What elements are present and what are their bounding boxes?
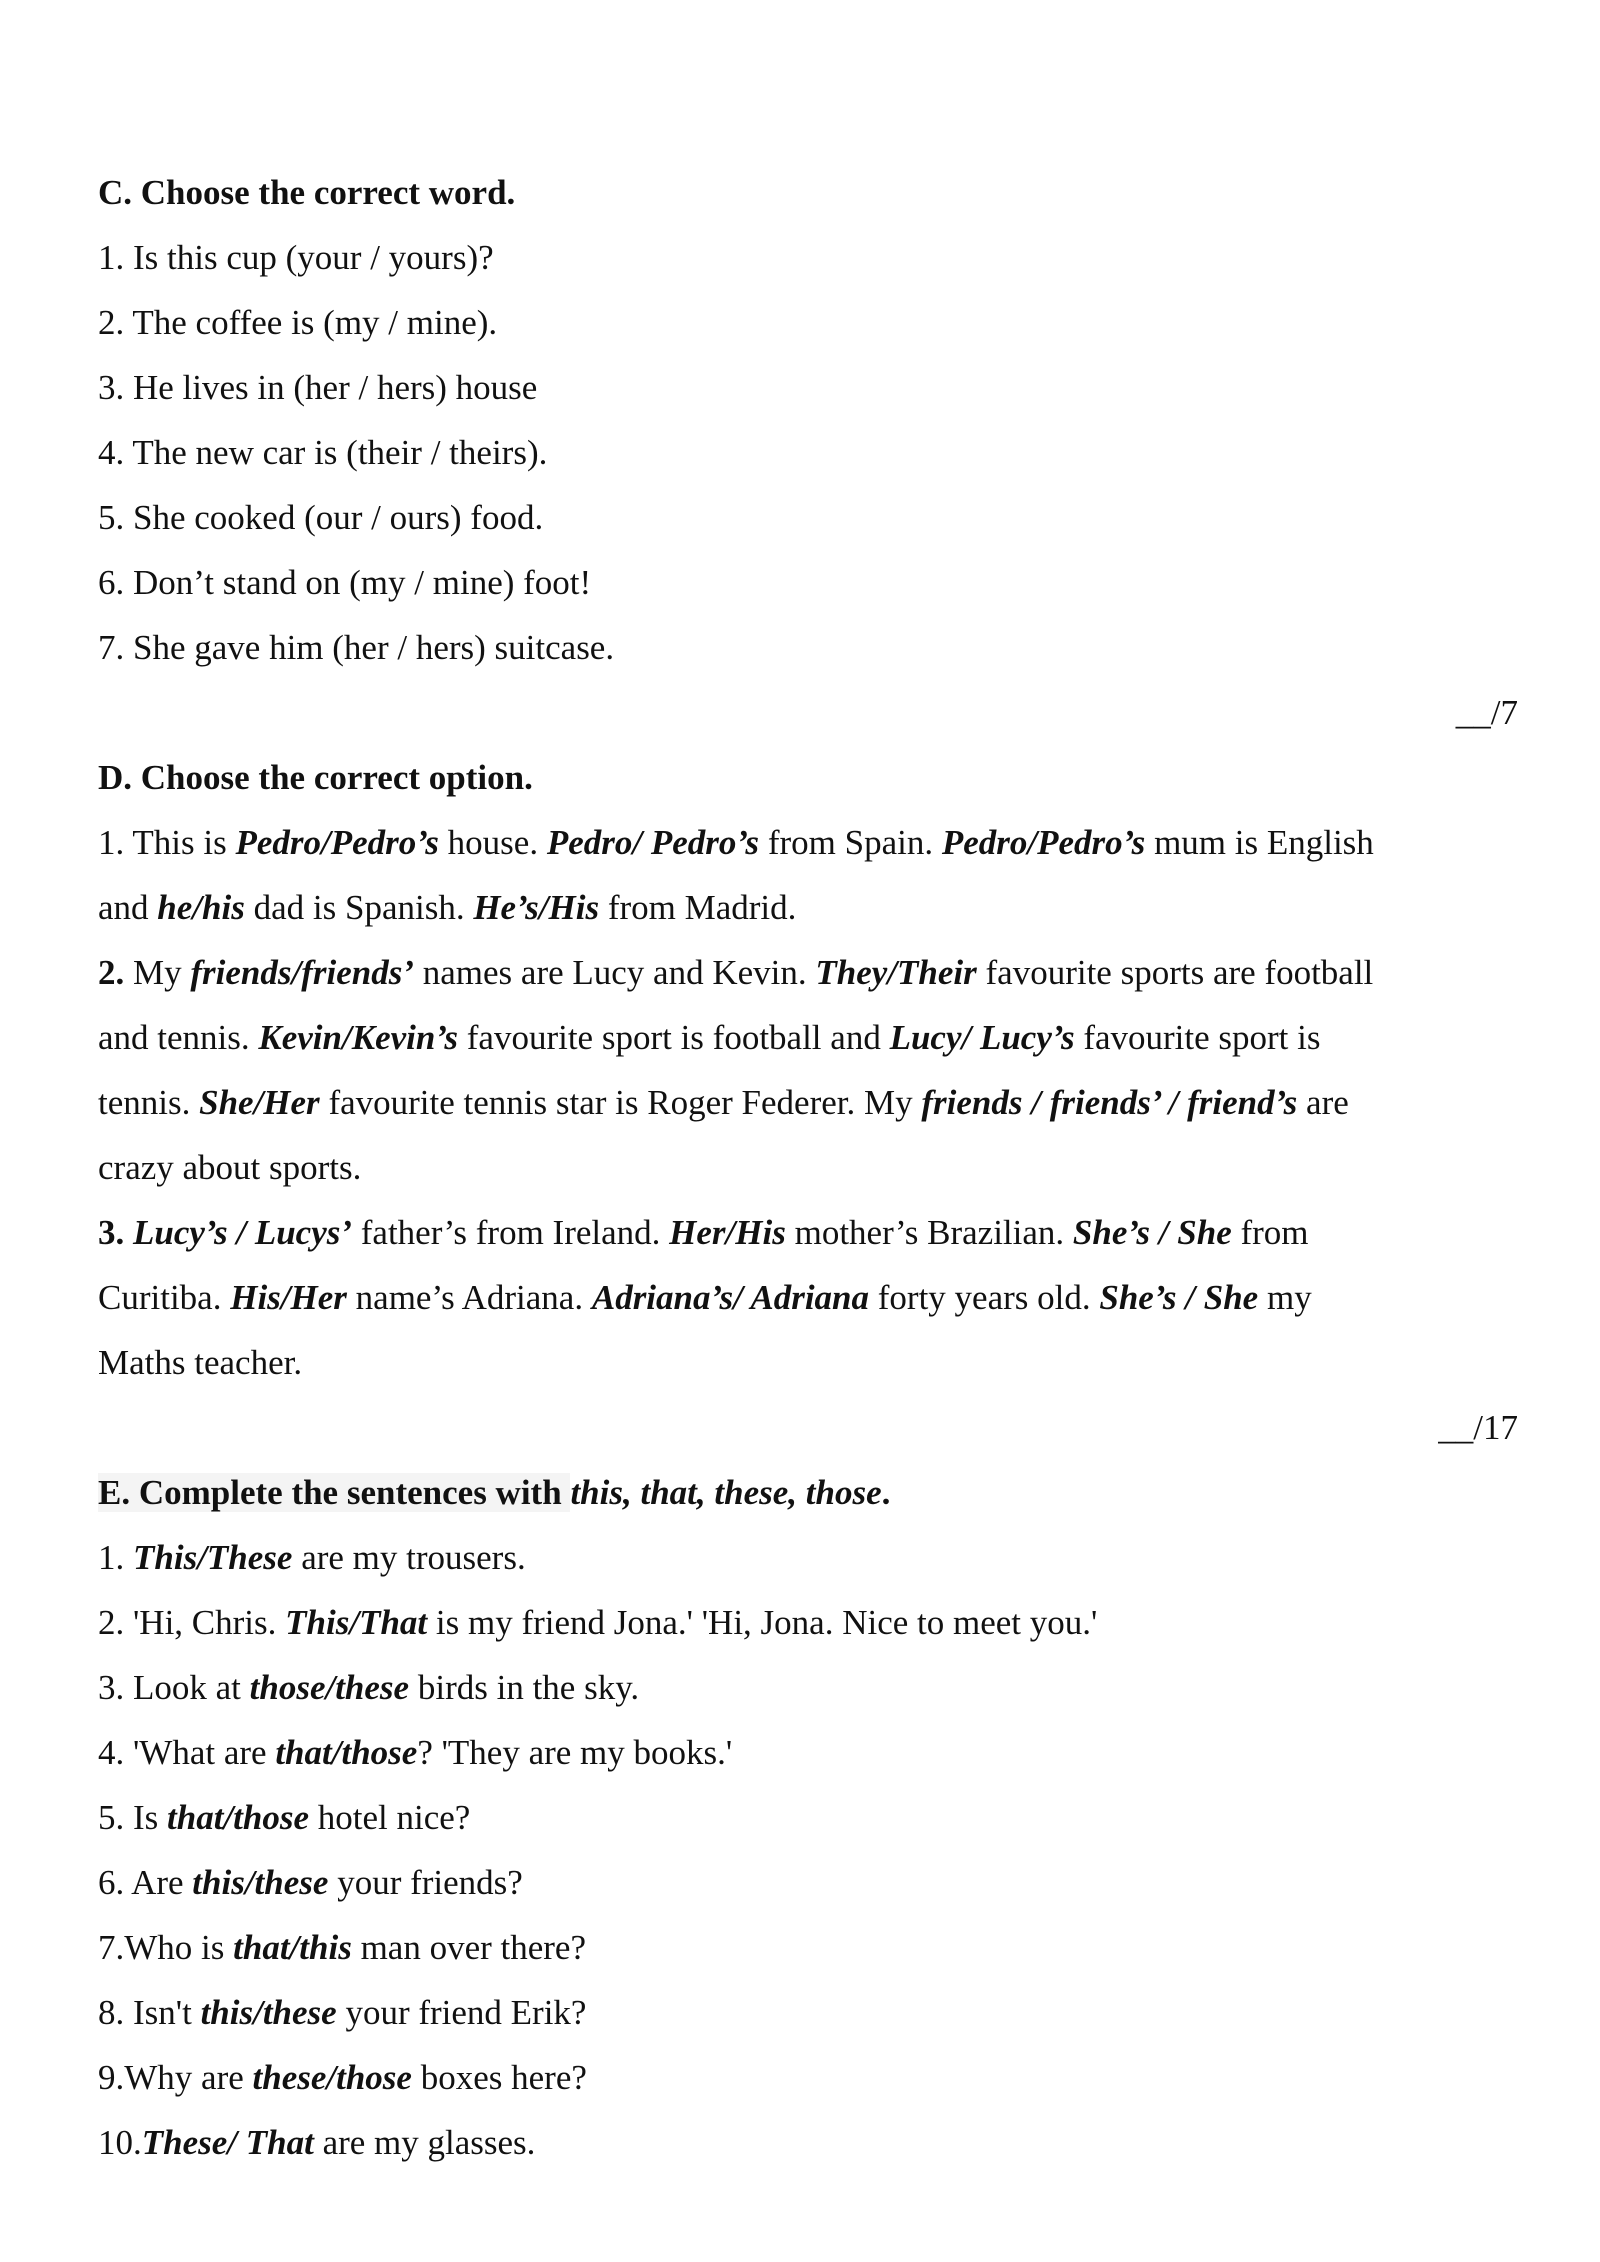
section-c-heading: C. Choose the correct word. xyxy=(98,173,516,212)
answer-option: this/these xyxy=(200,1993,337,2032)
text-segment: 9.Why are xyxy=(98,2058,253,2097)
section-e-heading-end: . xyxy=(881,1473,891,1512)
text-segment: are my trousers. xyxy=(292,1538,526,1577)
text-segment: your friends? xyxy=(328,1863,523,1902)
section-c-item: 2. The coffee is (my / mine). xyxy=(98,303,498,342)
section-d-line xyxy=(98,1200,1518,1265)
answer-option: He’s/His xyxy=(473,888,600,927)
answer-option: that/those xyxy=(275,1733,418,1772)
answer-option: These/ That xyxy=(141,2123,314,2162)
text-segment: Curitiba. xyxy=(98,1278,231,1317)
text-segment: man over there? xyxy=(351,1928,586,1967)
section-d-paragraphs xyxy=(98,810,1518,1395)
text-segment: from Madrid. xyxy=(599,888,797,927)
answer-option: Pedro/Pedro’s xyxy=(235,823,439,862)
text-segment: tennis. xyxy=(98,1083,200,1122)
section-e-item xyxy=(98,2045,1518,2110)
answer-option: Lucy’s / Lucys’ xyxy=(133,1213,353,1252)
section-e-item xyxy=(98,1850,1518,1915)
answer-option: She’s / She xyxy=(1099,1278,1259,1317)
section-e-heading xyxy=(98,1460,1518,1525)
section-e-item xyxy=(98,1785,1518,1850)
section-e-item xyxy=(98,1980,1518,2045)
answer-option: This/That xyxy=(285,1603,428,1642)
section-c-item: 3. He lives in (her / hers) house xyxy=(98,368,538,407)
answer-option: She/Her xyxy=(199,1083,320,1122)
text-segment: hotel nice? xyxy=(309,1798,471,1837)
answer-option: They/Their xyxy=(815,953,977,992)
worksheet-page xyxy=(98,160,1518,2175)
text-segment: ? 'They are my books.' xyxy=(417,1733,733,1772)
section-e-item xyxy=(98,2110,1518,2175)
text-segment: 2. 'Hi, Chris. xyxy=(98,1603,286,1642)
answer-option: Adriana’s/ Adriana xyxy=(591,1278,870,1317)
text-segment: and xyxy=(98,888,158,927)
text-segment: 1. xyxy=(98,1538,133,1577)
answer-option: His/Her xyxy=(230,1278,347,1317)
answer-option: that/those xyxy=(167,1798,310,1837)
text-segment: 8. Isn't xyxy=(98,1993,201,2032)
text-segment: 4. 'What are xyxy=(98,1733,276,1772)
section-d-line xyxy=(98,875,1518,940)
answer-option: these/those xyxy=(252,2058,412,2097)
section-e-heading-lead: E. Complete the sentences with xyxy=(98,1473,571,1512)
section-e-list xyxy=(98,1525,1518,2175)
section-e-item xyxy=(98,1525,1518,1590)
text-segment: my xyxy=(1258,1278,1312,1317)
text-segment: father’s from Ireland. xyxy=(352,1213,670,1252)
text-segment: forty years old. xyxy=(869,1278,1100,1317)
text-segment: 3. Look at xyxy=(98,1668,250,1707)
answer-option: that/this xyxy=(233,1928,352,1967)
answer-option: This/These xyxy=(133,1538,293,1577)
text-segment: are my glasses. xyxy=(313,2123,536,2162)
text-segment: dad is Spanish. xyxy=(244,888,474,927)
section-d-line xyxy=(98,1135,1518,1200)
answer-option: Pedro/ Pedro’s xyxy=(546,823,760,862)
text-segment: favourite sport is football and xyxy=(458,1018,890,1057)
text-segment xyxy=(124,1213,133,1252)
text-segment: house. xyxy=(438,823,547,862)
section-e-heading-words: this, that, these, those xyxy=(570,1473,882,1512)
answer-option: Kevin/Kevin’s xyxy=(258,1018,458,1057)
text-segment: 5. Is xyxy=(98,1798,168,1837)
section-c-item: 4. The new car is (their / theirs). xyxy=(98,433,548,472)
section-d-line xyxy=(98,940,1518,1005)
text-segment: favourite sport is xyxy=(1074,1018,1321,1057)
answer-option: friends / friends’ / friend’s xyxy=(921,1083,1298,1122)
text-segment: and tennis. xyxy=(98,1018,259,1057)
section-d-line xyxy=(98,1330,1518,1395)
text-segment: favourite sports are football xyxy=(976,953,1374,992)
answer-option: those/these xyxy=(249,1668,410,1707)
answer-option: friends/friends’ xyxy=(190,953,414,992)
item-number: 3. xyxy=(98,1213,125,1252)
answer-option: She’s / She xyxy=(1072,1213,1232,1252)
answer-option: he/his xyxy=(157,888,245,927)
section-d-line xyxy=(98,1265,1518,1330)
text-segment: birds in the sky. xyxy=(409,1668,640,1707)
text-segment: mother’s Brazilian. xyxy=(785,1213,1073,1252)
text-segment: 7.Who is xyxy=(98,1928,234,1967)
section-d-line xyxy=(98,1005,1518,1070)
section-c-score: __/7 xyxy=(1455,693,1518,732)
text-segment: My xyxy=(124,953,191,992)
item-number: 2. xyxy=(98,953,125,992)
answer-option: Her/His xyxy=(669,1213,786,1252)
section-c-item: 5. She cooked (our / ours) food. xyxy=(98,498,544,537)
text-segment: 10. xyxy=(98,2123,142,2162)
text-segment: from Spain. xyxy=(759,823,942,862)
text-segment: Maths teacher. xyxy=(98,1343,303,1382)
section-e-item xyxy=(98,1655,1518,1720)
section-c-item: 7. She gave him (her / hers) suitcase. xyxy=(98,628,615,667)
text-segment: from xyxy=(1231,1213,1309,1252)
text-segment: is my friend Jona.' 'Hi, Jona. Nice to meet you.' xyxy=(427,1603,1098,1642)
text-segment: mum is English xyxy=(1145,823,1374,862)
text-segment: favourite tennis star is Roger Federer. My xyxy=(319,1083,922,1122)
text-segment: boxes here? xyxy=(411,2058,587,2097)
section-d-line xyxy=(98,810,1518,875)
text-segment: your friend Erik? xyxy=(336,1993,587,2032)
section-d-heading: D. Choose the correct option. xyxy=(98,758,533,797)
text-segment: name’s Adriana. xyxy=(346,1278,592,1317)
answer-option: Pedro/Pedro’s xyxy=(941,823,1146,862)
answer-option: this/these xyxy=(192,1863,329,1902)
text-segment: are xyxy=(1297,1083,1349,1122)
section-c-item: 6. Don’t stand on (my / mine) foot! xyxy=(98,563,592,602)
answer-option: Lucy/ Lucy’s xyxy=(889,1018,1075,1057)
section-c-item: 1. Is this cup (your / yours)? xyxy=(98,238,494,277)
text-segment: 6. Are xyxy=(98,1863,193,1902)
section-d-score: __/17 xyxy=(1438,1408,1518,1447)
section-e-item xyxy=(98,1590,1518,1655)
section-c-list xyxy=(98,225,1518,680)
section-d-line xyxy=(98,1070,1518,1135)
text-segment: 1. This is xyxy=(98,823,236,862)
section-e-item xyxy=(98,1915,1518,1980)
section-e-item xyxy=(98,1720,1518,1785)
text-segment: crazy about sports. xyxy=(98,1148,362,1187)
text-segment: names are Lucy and Kevin. xyxy=(414,953,816,992)
